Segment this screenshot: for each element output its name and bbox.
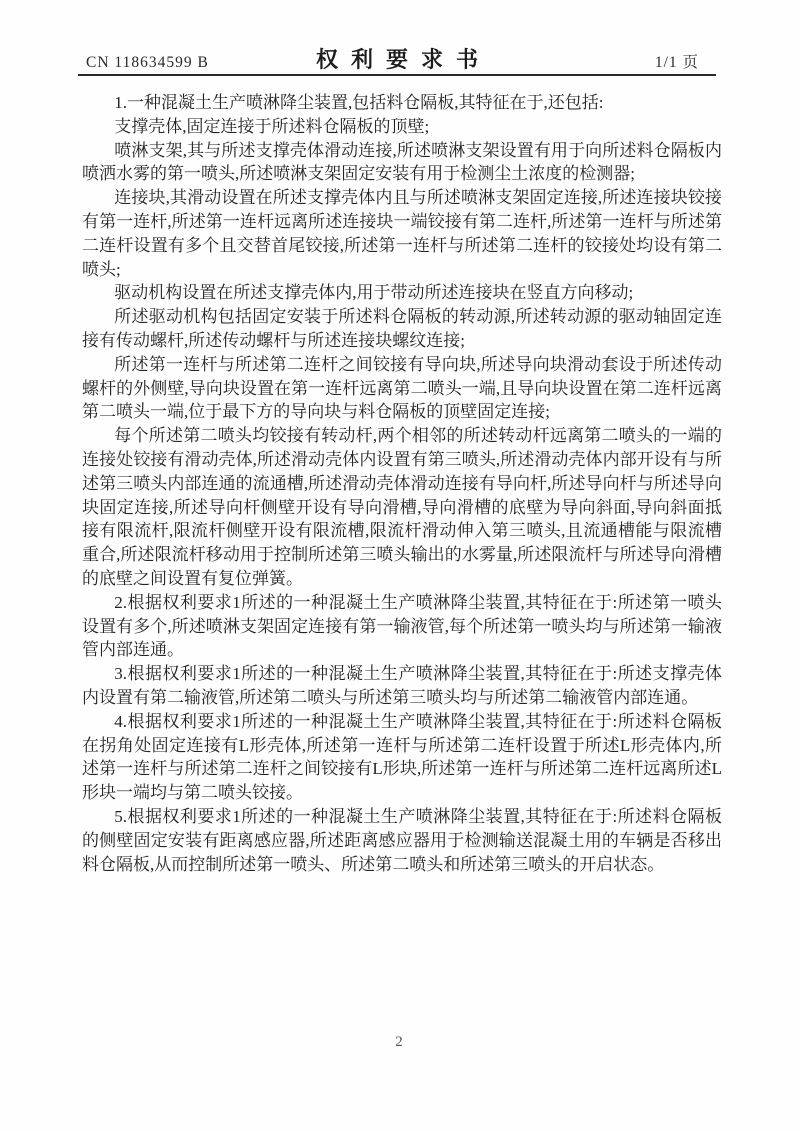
page-header	[78, 47, 716, 74]
page-indicator: 1/1 页	[654, 54, 699, 71]
claim-1-preamble: 1.一种混凝土生产喷淋降尘装置,包括料仓隔板,其特征在于,还包括:	[114, 93, 604, 112]
claim-4: 4.根据权利要求1所述的一种混凝土生产喷淋降尘装置,其特征在于:所述料仓隔板在拐角处固定连接有L形壳体,所述第一连杆与所述第二连杆设置于所述L形壳体内,所述第一连杆与所述第二连杆之间铰接有L形块,所述第一连杆与所述第二连杆远离所述L形块一端均与第二喷头铰接。	[82, 711, 722, 803]
publication-number: CN 118634599 B	[86, 54, 209, 71]
claim-1-sliding-shell: 每个所述第二喷头均铰接有转动杆,两个相邻的所述转动杆远离第二喷头的一端的连接处铰接有滑动壳体,所述滑动壳体内设置有第三喷头,所述滑动壳体内部开设有与所述第三喷头内部连通的流通槽,所述滑动壳体滑动连接有导向杆,所述导向杆与所述导向块固定连接,所述导向杆侧壁开设有导向滑槽,导向滑槽的底壁为导向斜面,导向斜面抵接有限流杆,限流杆侧壁开设有限流槽,限流杆滑动伸入第三喷头,且流通槽能与限流槽重合,所述限流杆移动用于控制所述第三喷头输出的水雾量,所述限流杆与所述导向滑槽的底壁之间设置有复位弹簧。	[82, 426, 722, 588]
claim-3: 3.根据权利要求1所述的一种混凝土生产喷淋降尘装置,其特征在于:所述支撑壳体内设置有第二输液管,所述第二喷头与所述第三喷头均与所述第二输液管内部连通。	[82, 664, 722, 707]
page-footer	[0, 1033, 798, 1051]
page-number: 2	[395, 1034, 403, 1050]
claims-body	[82, 91, 722, 876]
claim-1-connect-block: 连接块,其滑动设置在所述支撑壳体内且与所述喷淋支架固定连接,所述连接块铰接有第一连杆,所述第一连杆远离所述连接块一端铰接有第二连杆,所述第一连杆与所述第二连杆设置有多个且交替首尾铰接,所述第一连杆与所述第二连杆的铰接处均设有第二喷头;	[82, 188, 722, 279]
claim-1-rotation-source: 所述驱动机构包括固定安装于所述料仓隔板的转动源,所述转动源的驱动轴固定连接有传动螺杆,所述传动螺杆与所述连接块螺纹连接;	[82, 307, 722, 350]
claim-5: 5.根据权利要求1所述的一种混凝土生产喷淋降尘装置,其特征在于:所述料仓隔板的侧壁固定安装有距离感应器,所述距离感应器用于检测输送混凝土用的车辆是否移出料仓隔板,从而控制所述第一喷头、所述第二喷头和所述第三喷头的开启状态。	[82, 806, 722, 874]
claim-1-support-shell: 支撑壳体,固定连接于所述料仓隔板的顶壁;	[114, 116, 430, 136]
document-title: 权利要求书	[315, 47, 491, 72]
claim-1-spray-bracket: 喷淋支架,其与所述支撑壳体滑动连接,所述喷淋支架设置有用于向所述料仓隔板内喷洒水雾的第一喷头,所述喷淋支架固定安装有用于检测尘土浓度的检测器;	[82, 140, 722, 184]
claim-1-guide-block: 所述第一连杆与所述第二连杆之间铰接有导向块,所述导向块滑动套设于所述传动螺杆的外侧壁,导向块设置在第一连杆远离第二喷头一端,且导向块设置在第二连杆远离第二喷头一端,位于最下方的导向块与料仓隔板的顶壁固定连接;	[82, 354, 722, 422]
claim-2: 2.根据权利要求1所述的一种混凝土生产喷淋降尘装置,其特征在于:所述第一喷头设置有多个,所述喷淋支架固定连接有第一输液管,每个所述第一喷头均与所述第一输液管内部连通。	[82, 592, 722, 660]
header-rule	[78, 74, 716, 76]
claim-1-drive-mechanism: 驱动机构设置在所述支撑壳体内,用于带动所述连接块在竖直方向移动;	[114, 283, 634, 303]
